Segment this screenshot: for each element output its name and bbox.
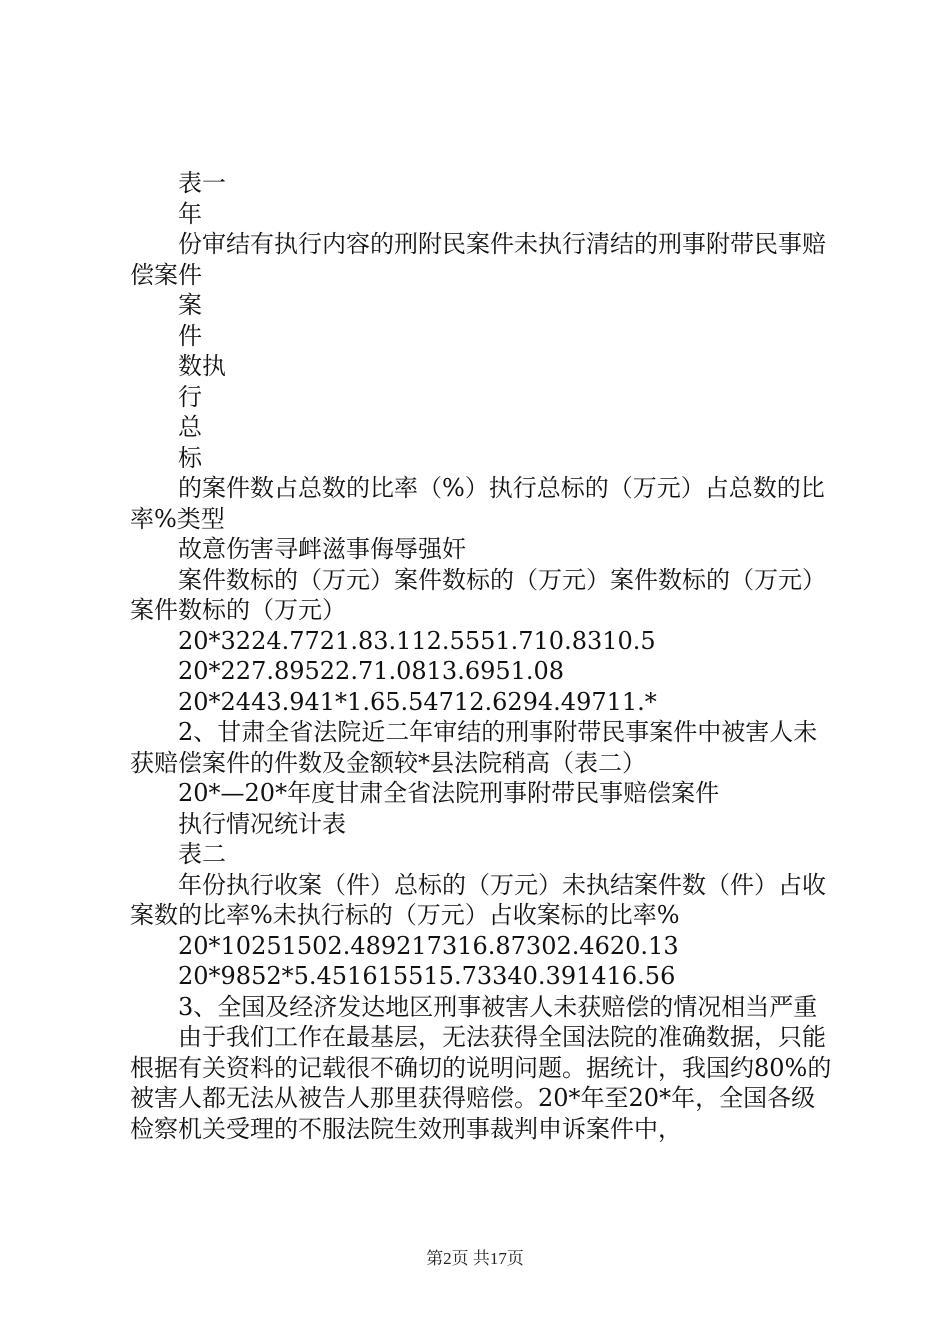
paragraph: 数执 xyxy=(178,352,226,380)
paragraph: 执行情况统计表 xyxy=(178,809,346,838)
paragraph: 行 xyxy=(178,382,202,411)
page-footer xyxy=(0,1244,950,1269)
paragraph: 件 xyxy=(178,321,202,350)
paragraph: 2、甘肃全省法院近二年审结的刑事附带民事案件中被害人未获赔偿案件的件数及金额较*县法院稍高（表二） xyxy=(130,718,818,777)
paragraph: 的案件数占总数的比率（%）执行总标的（万元）占总数的比率%类型 xyxy=(130,474,825,533)
paragraph: 案 xyxy=(178,291,202,319)
paragraph: 20*10251502.489217316.87302.4620.13 xyxy=(178,931,679,960)
paragraph: 故意伤害寻衅滋事侮辱强奸 xyxy=(178,535,466,563)
paragraph: 总 xyxy=(178,413,202,441)
paragraph: 20*3224.7721.83.112.5551.710.8310.5 xyxy=(178,626,656,655)
document-body xyxy=(130,168,836,1144)
paragraph: 20*—20*年度甘肃全省法院刑事附带民事赔偿案件 xyxy=(178,779,720,807)
paragraph: 年 xyxy=(178,199,202,228)
paragraph: 年份执行收案（件）总标的（万元）未执结案件数（件）占收案数的比率%未执行标的（万元）占收案标的比率% xyxy=(130,870,826,929)
paragraph: 案件数标的（万元）案件数标的（万元）案件数标的（万元）案件数标的（万元） xyxy=(130,565,826,624)
paragraph: 表一 xyxy=(178,169,226,197)
paragraph: 表二 xyxy=(178,840,226,868)
paragraph: 20*227.89522.71.0813.6951.08 xyxy=(178,657,565,685)
paragraph: 标 xyxy=(178,443,202,472)
page-number: 第2页 共17页 xyxy=(426,1249,524,1268)
paragraph: 20*9852*5.451615515.73340.391416.56 xyxy=(178,962,676,990)
paragraph: 份审结有执行内容的刑附民案件未执行清结的刑事附带民事赔偿案件 xyxy=(130,230,826,289)
paragraph: 3、全国及经济发达地区刑事被害人未获赔偿的情况相当严重 xyxy=(178,992,818,1021)
paragraph: 由于我们工作在最基层，无法获得全国法院的准确数据，只能根据有关资料的记载很不确切的说明问题。据统计，我国约80%的被害人都无法从被告人那里获得赔偿。20*年至20*年，全国各级检察机关受理的不服法院生效刑事裁判申诉案件中， xyxy=(130,1023,832,1143)
paragraph: 20*2443.941*1.65.54712.6294.49711.* xyxy=(178,687,657,716)
